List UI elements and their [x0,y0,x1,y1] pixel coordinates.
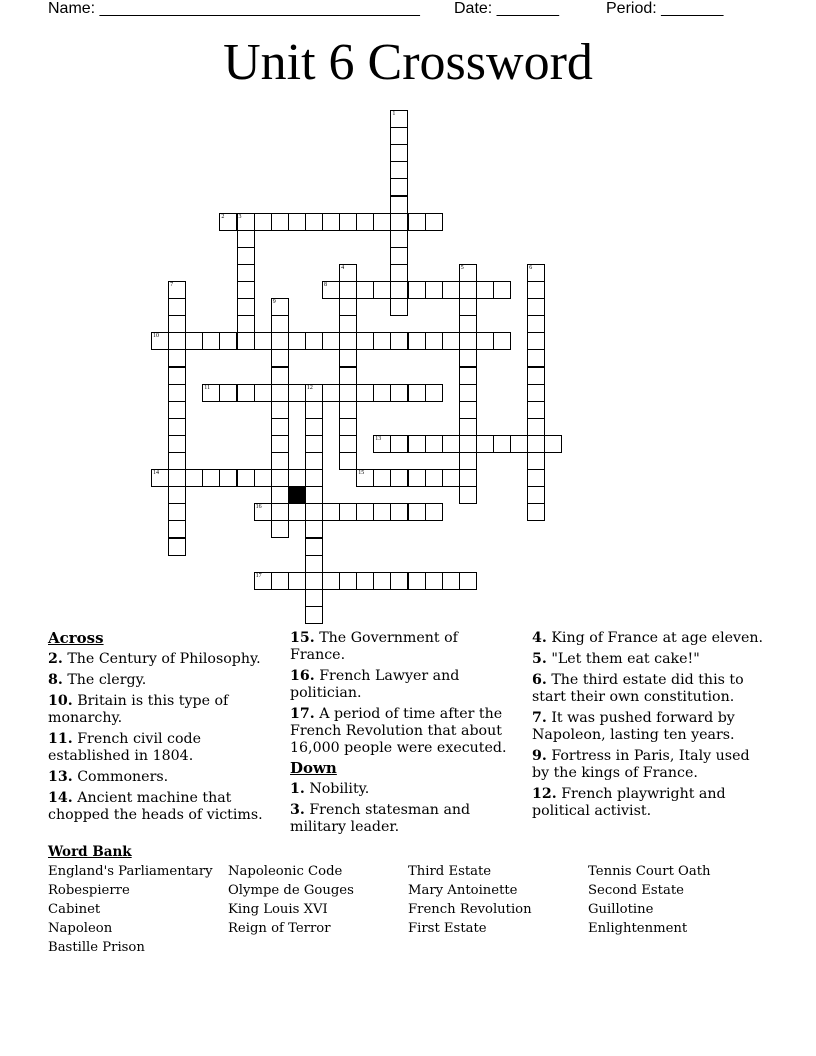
clues-column-2 [290,630,516,840]
black-cell [288,486,306,504]
grid-cell[interactable] [305,384,323,402]
grid-cell[interactable] [271,452,289,470]
grid-cell[interactable] [527,349,545,367]
word-bank-item: Second Estate [588,883,684,898]
grid-cell[interactable] [237,469,255,487]
grid-cell[interactable] [168,452,186,470]
clue-item [532,672,768,706]
word-bank-item: England's Parliamentary [48,864,213,879]
clue-number: 14. [48,790,73,806]
grid-cell[interactable] [168,384,186,402]
grid-cell[interactable] [408,469,426,487]
grid-cell[interactable] [305,401,323,419]
clue-item [290,781,516,798]
clue-number: 2 [221,213,225,220]
grid-cell[interactable] [373,572,391,590]
grid-cell[interactable] [168,538,186,556]
grid-cell[interactable] [527,315,545,333]
grid-cell[interactable] [237,384,255,402]
grid-cell[interactable] [527,298,545,316]
clue-text: A period of time after the French Revolution that about 16,000 people were executed. [290,706,507,756]
word-bank-item: First Estate [408,921,487,936]
grid-cell[interactable] [271,384,289,402]
clue-number: 16 [255,504,262,511]
grid-cell[interactable] [168,315,186,333]
grid-cell[interactable] [390,572,408,590]
grid-cell[interactable] [390,161,408,179]
grid-cell[interactable] [390,503,408,521]
grid-cell[interactable] [305,332,323,350]
grid-cell[interactable] [408,281,426,299]
clue-number: 10 [153,333,159,340]
grid-cell[interactable] [288,384,306,402]
word-bank-item: Enlightenment [588,921,688,936]
grid-cell[interactable] [356,332,374,350]
clue-number: 9 [272,299,276,306]
grid-cell[interactable] [408,384,426,402]
clue-item [532,630,768,647]
grid-cell[interactable] [322,213,340,231]
grid-cell[interactable] [339,401,357,419]
grid-cell[interactable] [339,572,357,590]
clue-item [532,710,768,744]
grid-cell[interactable] [339,213,357,231]
grid-cell[interactable] [254,384,272,402]
grid-cell[interactable] [459,315,477,333]
grid-cell[interactable] [339,332,357,350]
clue-item [48,769,274,786]
grid-cell[interactable] [390,384,408,402]
grid-cell[interactable] [425,503,443,521]
word-bank-item: Cabinet [48,902,101,917]
grid-cell[interactable] [544,435,562,453]
grid-cell[interactable] [339,452,357,470]
grid-cell[interactable] [425,281,443,299]
word-bank-item: Bastille Prison [48,940,145,955]
clue-item [48,651,274,668]
grid-cell[interactable] [339,298,357,316]
grid-cell[interactable] [254,469,272,487]
grid-cell[interactable] [322,332,340,350]
grid-cell[interactable] [356,469,374,487]
clue-number: 4 [341,264,345,271]
grid-cell[interactable] [408,435,426,453]
word-bank-item: Third Estate [408,864,492,879]
grid-cell[interactable] [202,469,220,487]
grid-cell[interactable] [339,435,357,453]
grid-cell[interactable] [425,572,443,590]
clue-number: 15. [290,630,315,646]
clue-text: The Government of France. [290,630,458,663]
grid-cell[interactable] [390,281,408,299]
grid-cell[interactable] [151,469,169,487]
grid-cell[interactable] [254,213,272,231]
grid-cell[interactable] [459,298,477,316]
clue-number: 14 [153,470,159,477]
clue-item [290,668,516,702]
clue-number: 17. [290,706,315,722]
word-bank-title: Word Bank [48,844,132,860]
clue-number: 7 [170,282,174,288]
clue-text: Ancient machine that chopped the heads of victims. [48,790,263,823]
clue-number: 9. [532,748,547,764]
grid-cell[interactable] [168,332,186,350]
down-heading: Down [290,759,337,777]
clue-text: The Century of Philosophy. [62,651,261,667]
grid-cell[interactable] [339,503,357,521]
grid-cell[interactable] [493,435,511,453]
grid-cell[interactable] [271,401,289,419]
grid-cell[interactable] [476,435,494,453]
word-bank-item: King Louis XVI [228,902,328,917]
clue-number: 17 [255,572,262,579]
clue-number: 13 [375,435,382,442]
grid-cell[interactable] [510,435,528,453]
grid-cell[interactable] [373,281,391,299]
grid-cell[interactable] [288,332,306,350]
clue-number: 13. [48,769,73,785]
name-field[interactable]: Name: ____________________________________ [48,0,420,17]
grid-cell[interactable] [339,367,357,385]
grid-cell[interactable] [442,332,460,350]
grid-cell[interactable] [493,281,511,299]
grid-cell[interactable] [527,469,545,487]
grid-cell[interactable] [322,503,340,521]
clue-text: French Lawyer and politician. [290,668,460,701]
grid-cell[interactable] [168,435,186,453]
grid-cell[interactable] [390,127,408,145]
grid-cell[interactable] [459,401,477,419]
grid-cell[interactable] [527,332,545,350]
grid-cell[interactable] [459,572,477,590]
grid-cell[interactable] [442,435,460,453]
word-bank-item: Napoleonic Code [228,864,343,879]
grid-cell[interactable] [288,469,306,487]
grid-cell[interactable] [390,110,408,128]
across-heading: Across [48,629,104,647]
grid-cell[interactable] [305,418,323,436]
student-info-line [48,0,768,20]
grid-cell[interactable] [339,315,357,333]
clue-number: 12. [532,786,557,802]
grid-cell[interactable] [202,332,220,350]
grid-cell[interactable] [271,486,289,504]
clue-number: 12 [306,384,313,391]
grid-cell[interactable] [237,213,255,231]
page-title: Unit 6 Crossword [223,34,593,91]
clue-number: 1. [290,781,305,797]
grid-cell[interactable] [185,469,203,487]
grid-cell[interactable] [527,435,545,453]
grid-cell[interactable] [271,298,289,316]
grid-cell[interactable] [425,435,443,453]
grid-cell[interactable] [237,230,255,248]
grid-cell[interactable] [527,401,545,419]
grid-cell[interactable] [527,281,545,299]
grid-cell[interactable] [390,196,408,214]
grid-cell[interactable] [305,435,323,453]
grid-cell[interactable] [271,315,289,333]
grid-cell[interactable] [425,332,443,350]
clue-text: King of France at age eleven. [546,630,764,646]
clue-text: Britain is this type of monarchy. [48,693,229,726]
grid-cell[interactable] [459,435,477,453]
grid-cell[interactable] [168,503,186,521]
grid-cell[interactable] [442,469,460,487]
grid-cell[interactable] [425,213,443,231]
grid-cell[interactable] [527,384,545,402]
grid-cell[interactable] [168,367,186,385]
clue-text: It was pushed forward by Napoleon, lasting ten years. [532,710,735,743]
grid-cell[interactable] [168,469,186,487]
clue-item [532,786,768,820]
grid-cell[interactable] [442,572,460,590]
grid-cell[interactable] [476,332,494,350]
grid-cell[interactable] [237,247,255,265]
grid-cell[interactable] [168,486,186,504]
grid-cell[interactable] [356,213,374,231]
clue-number: 8. [48,672,63,688]
clue-item [532,748,768,782]
grid-cell[interactable] [527,503,545,521]
clue-text: Commoners. [72,769,169,785]
clue-number: 15 [358,470,365,477]
grid-cell[interactable] [459,264,477,282]
grid-cell[interactable] [373,213,391,231]
grid-cell[interactable] [527,264,545,282]
grid-cell[interactable] [390,469,408,487]
grid-cell[interactable] [305,520,323,538]
grid-cell[interactable] [408,213,426,231]
grid-cell[interactable] [339,349,357,367]
clue-item [48,672,274,689]
grid-cell[interactable] [271,572,289,590]
clues-column-1 [48,630,274,828]
clue-number: 7. [532,710,547,726]
grid-cell[interactable] [476,281,494,299]
clue-number: 1 [392,111,396,117]
grid-cell[interactable] [373,332,391,350]
grid-cell[interactable] [305,486,323,504]
grid-cell[interactable] [254,503,272,521]
grid-cell[interactable] [425,469,443,487]
grid-cell[interactable] [527,418,545,436]
clue-text: The clergy. [62,672,147,688]
clue-number: 16. [290,668,315,684]
clue-text: Fortress in Paris, Italy used by the kings of France. [532,748,750,781]
grid-cell[interactable] [254,332,272,350]
clue-number: 6 [529,264,533,271]
grid-cell[interactable] [271,469,289,487]
grid-cell[interactable] [288,572,306,590]
grid-cell[interactable] [151,332,169,350]
grid-cell[interactable] [356,281,374,299]
clue-number: 5 [460,264,464,271]
grid-cell[interactable] [390,213,408,231]
grid-cell[interactable] [305,606,323,624]
clue-item [290,706,516,757]
grid-cell[interactable] [356,572,374,590]
grid-cell[interactable] [339,264,357,282]
grid-cell[interactable] [339,418,357,436]
grid-cell[interactable] [271,213,289,231]
grid-cell[interactable] [390,178,408,196]
clue-number: 11. [48,731,73,747]
word-bank-item: French Revolution [408,902,532,917]
clues-column-3 [532,630,768,824]
clue-text: The third estate did this to start their own constitution. [532,672,744,705]
grid-cell[interactable] [408,332,426,350]
grid-cell[interactable] [408,572,426,590]
grid-cell[interactable] [305,555,323,573]
word-bank-item: Napoleon [48,921,113,936]
word-bank-item: Robespierre [48,883,130,898]
clue-number: 6. [532,672,547,688]
grid-cell[interactable] [168,401,186,419]
grid-cell[interactable] [237,281,255,299]
grid-cell[interactable] [202,384,220,402]
clue-number: 3. [290,802,305,818]
grid-cell[interactable] [390,144,408,162]
grid-cell[interactable] [305,213,323,231]
clue-text: "Let them eat cake!" [546,651,700,667]
grid-cell[interactable] [305,503,323,521]
grid-cell[interactable] [185,332,203,350]
grid-cell[interactable] [254,572,272,590]
word-bank-item: Reign of Terror [228,921,331,936]
grid-cell[interactable] [390,230,408,248]
grid-cell[interactable] [373,503,391,521]
clue-item [48,790,274,824]
grid-cell[interactable] [322,572,340,590]
grid-cell[interactable] [322,281,340,299]
clue-number: 4. [532,630,547,646]
grid-cell[interactable] [493,332,511,350]
clue-text: French playwright and political activist. [532,786,726,819]
grid-cell[interactable] [271,349,289,367]
grid-cell[interactable] [271,503,289,521]
grid-cell[interactable] [459,486,477,504]
grid-cell[interactable] [527,486,545,504]
grid-cell[interactable] [168,349,186,367]
grid-cell[interactable] [305,589,323,607]
clue-item [290,802,516,836]
grid-cell[interactable] [237,332,255,350]
grid-cell[interactable] [288,503,306,521]
grid-cell[interactable] [288,213,306,231]
grid-cell[interactable] [305,538,323,556]
period-field[interactable]: Period: _______ [606,0,724,17]
clue-text: Nobility. [304,781,370,797]
grid-cell[interactable] [219,469,237,487]
grid-cell[interactable] [305,469,323,487]
clue-number: 11 [204,384,211,391]
clue-number: 5. [532,651,547,667]
grid-cell[interactable] [527,367,545,385]
grid-cell[interactable] [322,384,340,402]
word-bank-item: Tennis Court Oath [588,864,711,879]
grid-cell[interactable] [219,384,237,402]
grid-cell[interactable] [390,264,408,282]
grid-cell[interactable] [442,281,460,299]
grid-cell[interactable] [459,349,477,367]
grid-cell[interactable] [237,264,255,282]
grid-cell[interactable] [527,452,545,470]
grid-cell[interactable] [219,332,237,350]
clue-item [48,693,274,727]
grid-cell[interactable] [390,298,408,316]
grid-cell[interactable] [373,435,391,453]
grid-cell[interactable] [390,435,408,453]
grid-cell[interactable] [271,332,289,350]
grid-cell[interactable] [168,298,186,316]
clue-item [48,731,274,765]
clue-text: French statesman and military leader. [290,802,471,835]
grid-cell[interactable] [305,572,323,590]
grid-cell[interactable] [356,503,374,521]
clue-number: 3 [238,213,242,220]
grid-cell[interactable] [339,281,357,299]
word-bank-item: Mary Antoinette [408,883,518,898]
grid-cell[interactable] [459,469,477,487]
clue-number: 8 [324,282,327,288]
grid-cell[interactable] [425,384,443,402]
clue-number: 2. [48,651,63,667]
clue-number: 10. [48,693,73,709]
grid-cell[interactable] [168,418,186,436]
grid-cell[interactable] [459,418,477,436]
date-field[interactable]: Date: _______ [454,0,559,17]
clue-item [290,630,516,664]
grid-cell[interactable] [237,315,255,333]
grid-cell[interactable] [459,452,477,470]
grid-cell[interactable] [459,367,477,385]
word-bank-item: Olympe de Gouges [228,883,354,898]
grid-cell[interactable] [305,452,323,470]
clue-item [532,651,768,668]
grid-cell[interactable] [390,332,408,350]
grid-cell[interactable] [168,520,186,538]
grid-cell[interactable] [373,384,391,402]
word-bank-item: Guillotine [588,902,654,917]
grid-cell[interactable] [271,367,289,385]
grid-cell[interactable] [459,384,477,402]
grid-cell[interactable] [271,435,289,453]
grid-cell[interactable] [356,384,374,402]
grid-cell[interactable] [373,469,391,487]
grid-cell[interactable] [339,384,357,402]
grid-cell[interactable] [237,298,255,316]
grid-cell[interactable] [459,332,477,350]
grid-cell[interactable] [271,418,289,436]
grid-cell[interactable] [408,503,426,521]
grid-cell[interactable] [168,281,186,299]
grid-cell[interactable] [390,247,408,265]
clue-text: French civil code established in 1804. [48,731,201,764]
grid-cell[interactable] [219,213,237,231]
grid-cell[interactable] [271,520,289,538]
grid-cell[interactable] [459,281,477,299]
